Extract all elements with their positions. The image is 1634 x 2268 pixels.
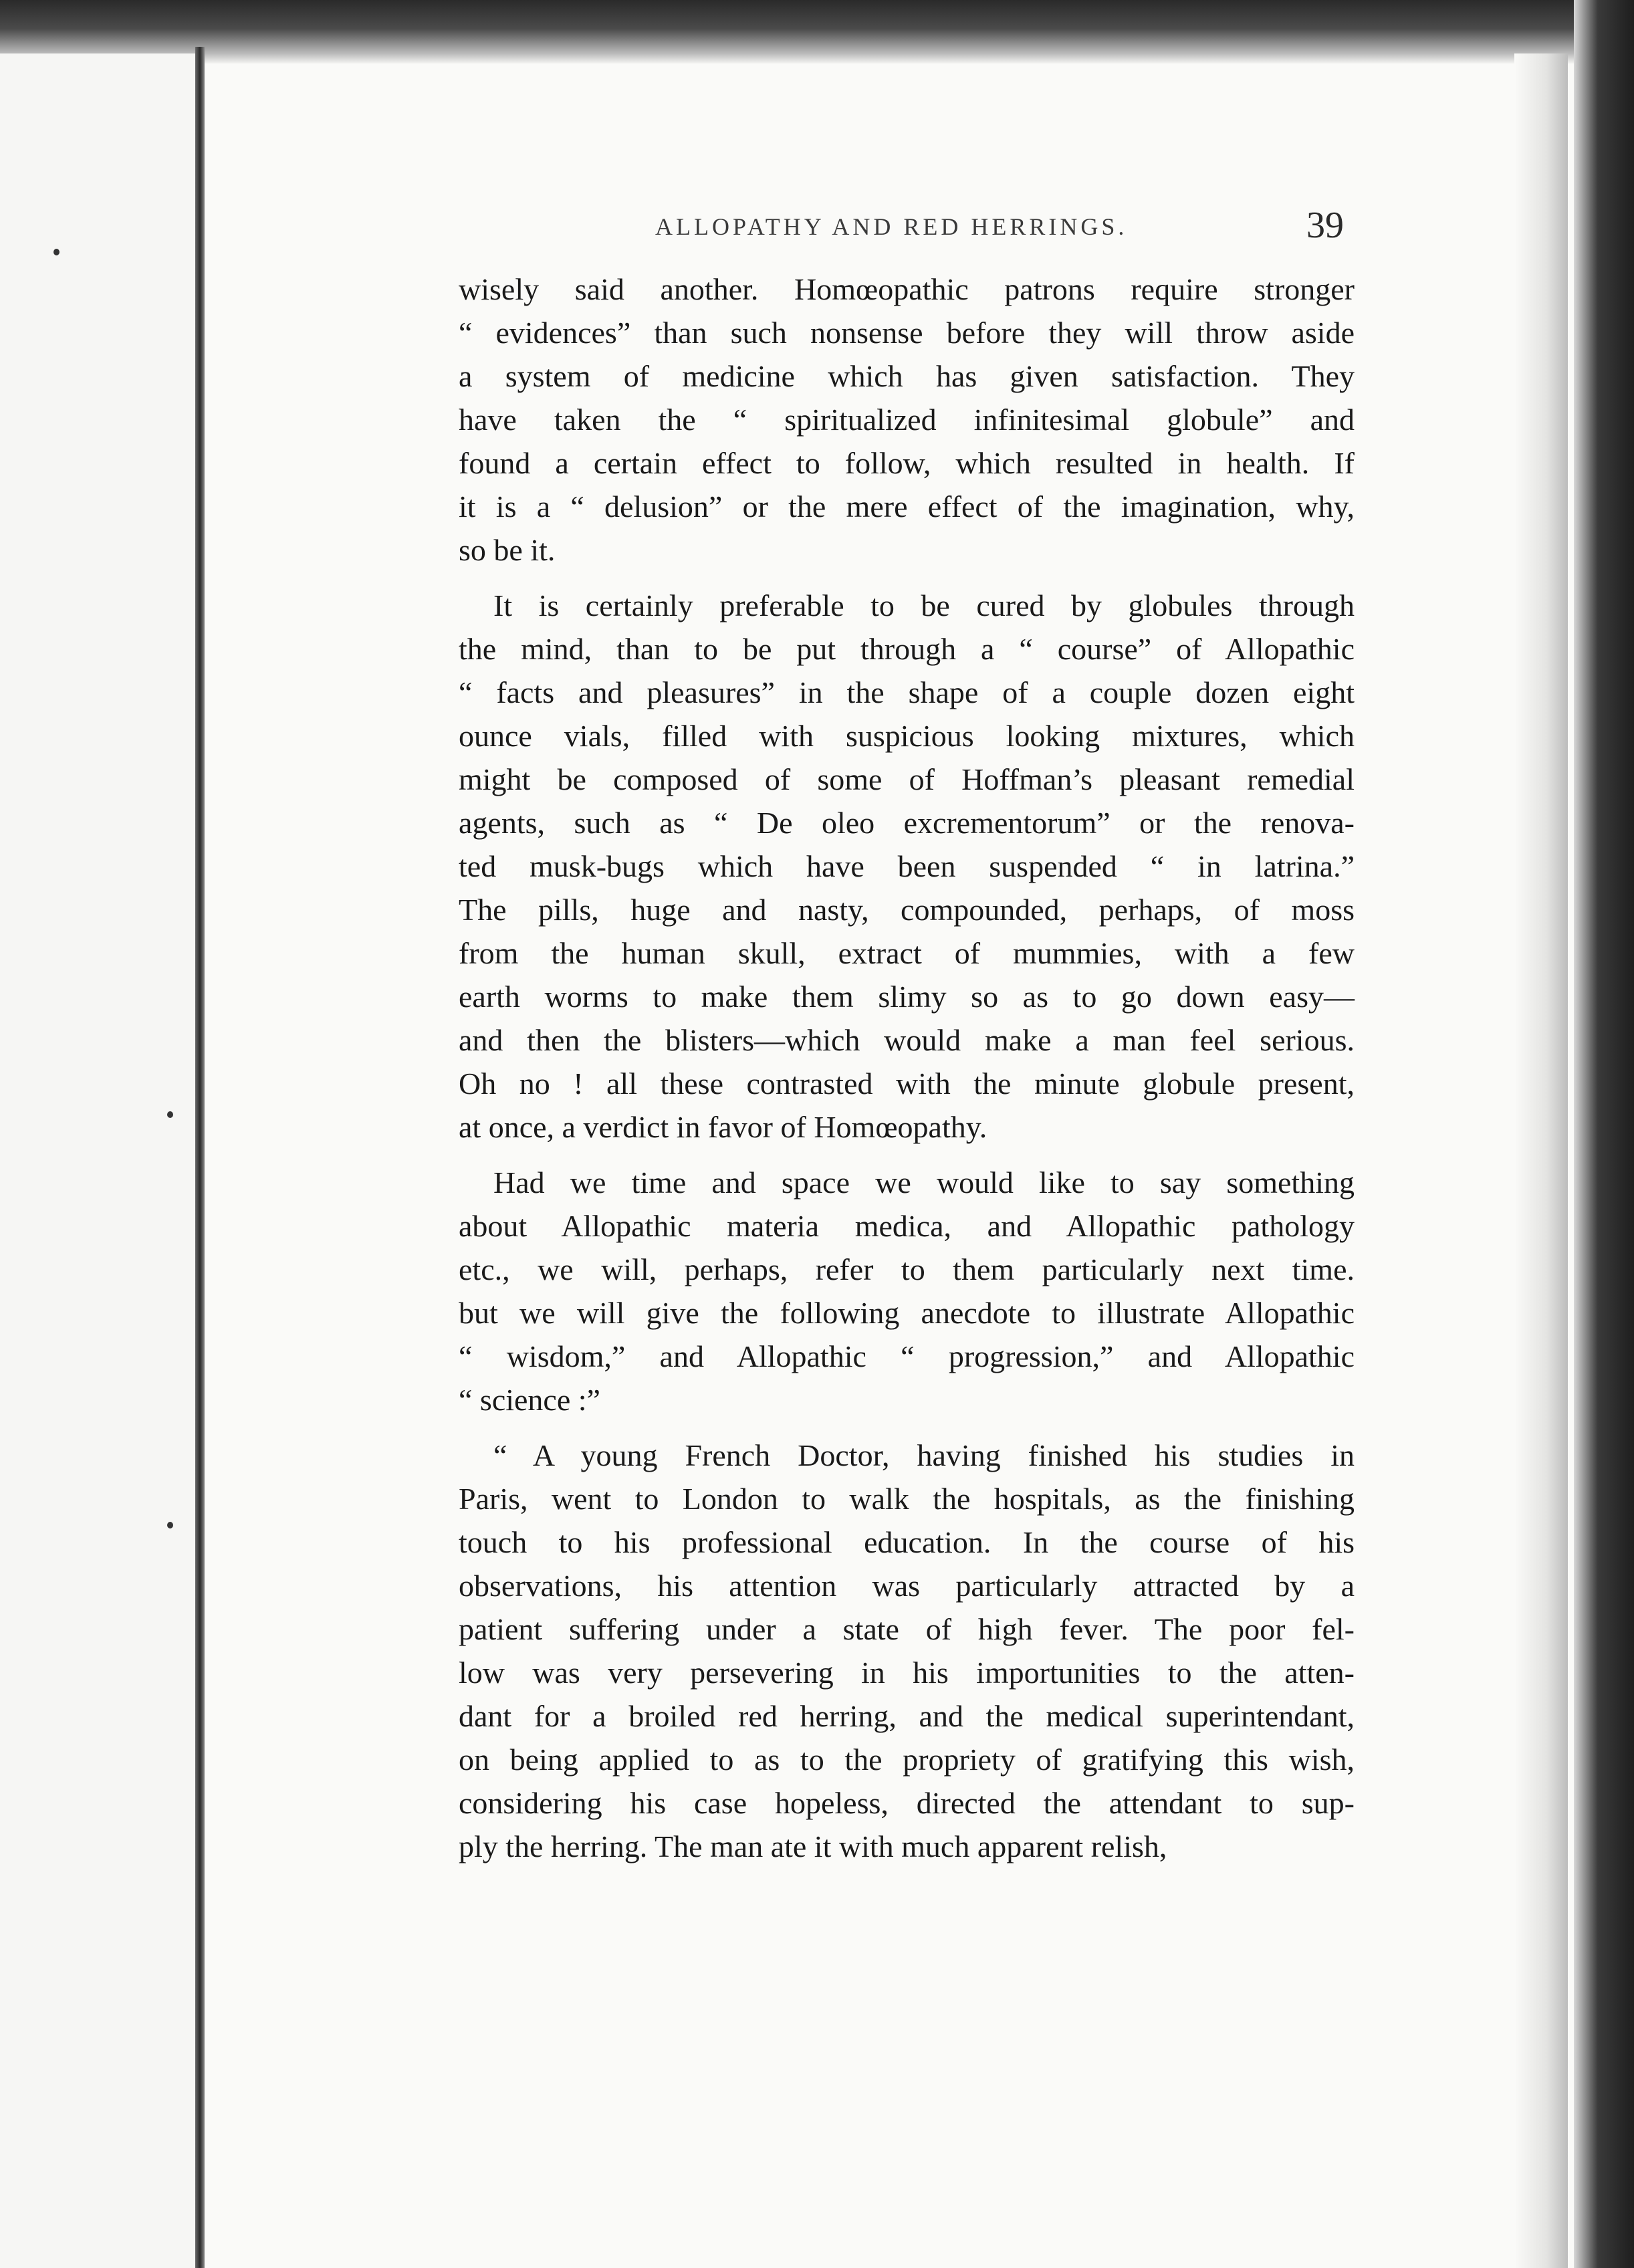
speck-mark xyxy=(167,1111,173,1118)
text-line: ply the herring. The man ate it with much apparent relish, xyxy=(459,1829,1167,1863)
body-text xyxy=(459,267,1355,1868)
text-line: it is a “ delusion” or the mere effect of the imagination, why, xyxy=(459,489,1355,524)
page-number: 39 xyxy=(1306,205,1344,246)
text-line: from the human skull, extract of mummies, with a few xyxy=(459,936,1355,970)
text-line: “ evidences” than such nonsense before they will throw aside xyxy=(459,316,1355,350)
text-line: a system of medicine which has given satisfaction. They xyxy=(459,359,1355,393)
text-line: ounce vials, filled with suspicious looking mixtures, which xyxy=(459,719,1355,753)
text-line: “ wisdom,” and Allopathic “ progression,” and Allopathic xyxy=(459,1339,1355,1373)
left-page-margin xyxy=(0,53,201,2268)
text-line: patient suffering under a state of high fever. The poor fel- xyxy=(459,1612,1355,1646)
text-line: dant for a broiled red herring, and the medical superintendant, xyxy=(459,1699,1355,1733)
text-line: considering his case hopeless, directed the attendant to sup- xyxy=(459,1786,1355,1820)
text-line: agents, such as “ De oleo excrementorum” or the renova- xyxy=(459,806,1355,840)
text-line: touch to his professional education. In the course of his xyxy=(459,1525,1355,1559)
text-line: found a certain effect to follow, which resulted in health. If xyxy=(459,446,1355,480)
text-line: Paris, went to London to walk the hospitals, as the finishing xyxy=(459,1482,1355,1516)
text-line: observations, his attention was particularly attracted by a xyxy=(459,1569,1355,1603)
paragraph xyxy=(459,1161,1355,1422)
text-line: have taken the “ spiritualized infinitesimal globule” and xyxy=(459,403,1355,437)
text-line: low was very persevering in his importunities to the atten- xyxy=(459,1656,1355,1690)
text-line: The pills, huge and nasty, compounded, perhaps, of moss xyxy=(459,893,1355,927)
page-gutter-edge xyxy=(195,47,205,2268)
paragraph xyxy=(459,1434,1355,1868)
text-line: It is certainly preferable to be cured by globules through xyxy=(493,588,1355,622)
text-line: Oh no ! all these contrasted with the minute globule present, xyxy=(459,1066,1355,1101)
text-line: “ A young French Doctor, having finished his studies in xyxy=(493,1438,1355,1472)
paragraph xyxy=(459,584,1355,1149)
text-line: the mind, than to be put through a “ course” of Allopathic xyxy=(459,632,1355,666)
text-line: at once, a verdict in favor of Homœopathy. xyxy=(459,1110,987,1144)
text-line: so be it. xyxy=(459,533,556,567)
text-line: Had we time and space we would like to say something xyxy=(493,1165,1355,1200)
text-line: about Allopathic materia medica, and Allopathic pathology xyxy=(459,1209,1355,1243)
text-line: “ facts and pleasures” in the shape of a couple dozen eight xyxy=(459,675,1355,709)
page-right-shadow xyxy=(1514,53,1568,2268)
text-line: on being applied to as to the propriety of gratifying this wish, xyxy=(459,1742,1355,1777)
speck-mark xyxy=(167,1522,173,1528)
scan-border-right xyxy=(1574,0,1634,2268)
text-line: etc., we will, perhaps, refer to them particularly next time. xyxy=(459,1252,1355,1286)
text-line: might be composed of some of Hoffman’s pleasant remedial xyxy=(459,762,1355,796)
running-head: ALLOPATHY AND RED HERRINGS. xyxy=(655,213,1128,240)
text-line: ted musk-bugs which have been suspended “ in latrina.” xyxy=(459,849,1355,883)
text-line: wisely said another. Homœopathic patrons require stronger xyxy=(459,272,1355,306)
text-line: earth worms to make them slimy so as to go down easy— xyxy=(459,980,1355,1014)
speck-mark xyxy=(53,249,60,255)
scan-border-top xyxy=(0,0,1634,64)
text-line: and then the blisters—which would make a man feel serious. xyxy=(459,1023,1355,1057)
text-line: “ science :” xyxy=(459,1383,600,1417)
text-line: but we will give the following anecdote to illustrate Allopathic xyxy=(459,1296,1355,1330)
paragraph xyxy=(459,267,1355,572)
